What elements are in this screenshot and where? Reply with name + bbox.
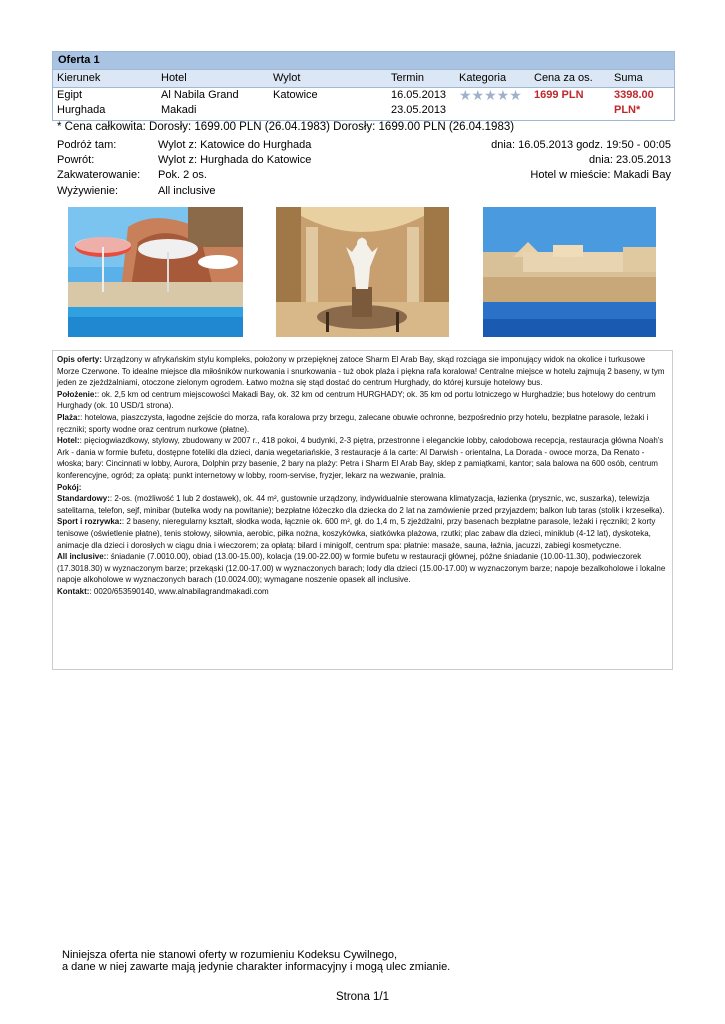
detail-row-podroz [57, 138, 671, 153]
offer-table [52, 51, 675, 121]
column-kierunek: Kierunek [57, 72, 101, 84]
detail-row-zakwaterowanie [57, 168, 671, 183]
termin-start: 16.05.2013 [391, 89, 447, 101]
suma-currency: PLN* [614, 104, 641, 116]
polozenie-label: Położenie: [57, 389, 98, 399]
opis-paragraph [57, 354, 668, 389]
detail-value: All inclusive [158, 184, 216, 197]
detail-date: dnia: 23.05.2013 [589, 154, 671, 167]
column-cena: Cena za os. [534, 72, 593, 84]
detail-row-powrot [57, 153, 671, 168]
hotel-paragraph [57, 435, 668, 481]
hotel-name-line1: Al Nabila Grand [161, 89, 239, 101]
cell-cena: 1699 PLN [534, 89, 584, 101]
kontakt-label: Kontakt: [57, 586, 90, 596]
polozenie-paragraph [57, 389, 668, 412]
kierunek-country: Egipt [57, 89, 83, 101]
allinc-label: All inclusive: [57, 552, 107, 562]
page-number: Strona 1/1 [335, 991, 390, 1003]
sport-paragraph [57, 516, 668, 551]
hotel-exterior-photo [483, 207, 656, 337]
detail-row-wyzywienie [57, 184, 671, 199]
suma-amount: 3398.00 [614, 89, 654, 101]
column-wylot: Wylot [273, 72, 301, 84]
total-price-line: * Cena całkowita: Dorosły: 1699.00 PLN (26.04.1983) Dorosły: 1699.00 PLN (26.04.1983) [57, 121, 515, 133]
hotel-lobby-photo [276, 207, 449, 337]
column-kategoria: Kategoria [459, 72, 507, 84]
opis-label: Opis oferty: [57, 355, 102, 364]
detail-label: Wyżywienie: [57, 184, 119, 197]
detail-label: Zakwaterowanie: [57, 169, 141, 182]
detail-label: Podróż tam: [57, 139, 117, 151]
hotel-label: Hotel: [57, 436, 80, 446]
hotel-name-line2: Makadi [161, 104, 197, 116]
detail-location: Hotel w mieście: Makadi Bay [530, 169, 671, 182]
offer-row [53, 87, 674, 120]
cell-wylot: Katowice [273, 89, 318, 101]
column-termin: Termin [391, 72, 425, 84]
column-suma: Suma [614, 72, 643, 84]
detail-label: Powrót: [57, 154, 95, 167]
cell-hotel [157, 88, 269, 120]
detail-value: Wylot z: Katowice do Hurghada [158, 139, 312, 151]
detail-value: Pok. 2 os. [158, 169, 207, 182]
disclaimer [62, 949, 450, 973]
hotel-text: : pięciogwiazdkowy, stylowy, zbudowany w 2007 r., 418 pokoi, 4 budynki, 2-3 piętra, przestronne i eleganckie lobby, całodobowa recepcja, restauracja główna Noah's Ark - dania w formie bufetu, dostępne foteliki dla dzieci, dania wegetariańskie, 3 restauracje á la carte: Al Darwish - orientalna, La Dorada - owoce morza, Da Renato - włoska; bary: Cincinnati w lobby, Aurora, Dolphin przy basenie, 2 bary na plaży: Petra i Sharm El Arab Bay, sklep z pamiątkami, kantor; sala balowa na 600 osób, centrum konferencyjne, ogród; za opłatą: punkt internetowy w lobby, room-servise, fryzjer, lekarz na wezwanie, pralnia. [57, 436, 664, 480]
detail-value: Wylot z: Hurghada do Katowice [158, 154, 312, 167]
sport-text: : 2 baseny, nieregularny kształt, słodka woda, łącznie ok. 600 m², gł. do 1,4 m, 5 zjeżdżalni, przy basenach bezpłatne parasole, leżaki i ręczniki; 2 korty tenisowe (oświetlenie płatne), tenis stołowy, siłownia, aerobic, piłka nożna, koszykówka, siatkówka plażowa, rzutki; plac zabaw dla dzieci, miniklub (4-12 lat), dyskoteka, animacje dla dzieci i dorosłych w ciągu dnia i wieczorem; za opłatą: bilard i minigolf, centrum spa: płatnie: masaże, sauna, łaźnia, jacuzzi, zabiegi kosmetyczne. [57, 517, 656, 550]
kontakt-paragraph [57, 586, 668, 598]
cell-kierunek [53, 88, 157, 120]
kierunek-city: Hurghada [57, 104, 106, 116]
offer-description [52, 350, 673, 670]
kontakt-text: : 0020/653590140, www.alnabilagrandmakadi.com [89, 586, 269, 596]
offer-title: Oferta 1 [53, 52, 674, 69]
standard-label: Standardowy: [57, 494, 110, 504]
star-rating-icon: ★★★★★ [459, 87, 522, 103]
cell-suma [610, 88, 674, 120]
pokoj-heading [57, 482, 668, 494]
pokoj-label: Pokój: [57, 482, 82, 492]
disclaimer-line1: Niniejsza oferta nie stanowi oferty w rozumieniu Kodeksu Cywilnego, [62, 949, 398, 961]
polozenie-text: : ok. 2,5 km od centrum miejscowości Makadi Bay, ok. 32 km od centrum HURGHADY; ok. 35 km od portu lotniczego w Hurghadzie; bus hotelowy do centrum Hurghady (ok. 10 USD/1 strona). [57, 389, 656, 411]
cell-termin [387, 88, 455, 120]
trip-details [57, 138, 671, 199]
column-hotel: Hotel [161, 72, 187, 84]
plaza-label: Plaża: [57, 412, 81, 422]
plaza-paragraph [57, 412, 668, 435]
standard-paragraph [57, 493, 668, 516]
disclaimer-line2: a dane w niej zawarte mają jedynie charakter informacyjny i mogą ulec zmianie. [62, 961, 451, 973]
offer-column-headers [53, 69, 674, 87]
standard-text: : 2-os. (możliwość 1 lub 2 dostawek), ok. 44 m², gustownie urządzony, indywidualnie sterowana klimatyzacja, łazienka (prysznic, wc, suszarka), telewizja satelitarna, telefon, sejf, minibar (butelka wody na powitanie); bezpłatne łóżeczko dla dziecka do 2 lat na zamówienie przed przyjazdem; balkon lub taras (stolik i krzesełka). [57, 494, 665, 515]
allinc-paragraph [57, 551, 668, 586]
cell-kategoria [455, 88, 530, 120]
opis-text: Urządzony w afrykańskim stylu kompleks, położony w przepięknej zatoce Sharm El Arab Bay, skąd rozciąga sie imponujący widok na okolice i turkusowe Morze Czerwone. To idealne miejsce dla miłośników nurkowania i snurkowania - tuż obok plaża i piękna rafa koralowa! Centralne miejsce w hotelu zajmują 2 baseny, w tym jeden ze zjeżdżalniami, otoczone zielonym ogrodem. Łatwo można się stąd dostać do centrum Hurghady, do której kursuje hotelowy bus. [57, 355, 665, 388]
hotel-pool-photo [68, 207, 243, 337]
termin-end: 23.05.2013 [391, 104, 447, 116]
allinc-text: : śniadanie (7.0010.00), obiad (13.00-15.00), kolacja (19.00-22.00) w formie bufetu w restauracji głównej, późne śniadanie (10.00-11.30), podwieczorek (17.3018.30) w wyznaczonym barze; przekąski (12.00-17.00) w wyznaczonych barach; lody dla dzieci (15.00-17.00) w wyznaczonym barze; napoje bezalkoholowe i lokalne napoje alkoholowe w wyznaczonych barach (10.0024.00); wymagane noszenie opasek all inclusive. [57, 552, 666, 585]
detail-date: dnia: 16.05.2013 godz. 19:50 - 00:05 [491, 139, 671, 151]
sport-label: Sport i rozrywka: [57, 517, 122, 527]
plaza-text: : hotelowa, piaszczysta, łagodne zejście do morza, rafa koralowa przy brzegu, zalecane obuwie ochronne, bezpośrednio przy hotelu, bezpłatne parasole, leżaki i ręczniki; sporty wodne oraz centrum nurkowe (płatne). [57, 412, 649, 434]
